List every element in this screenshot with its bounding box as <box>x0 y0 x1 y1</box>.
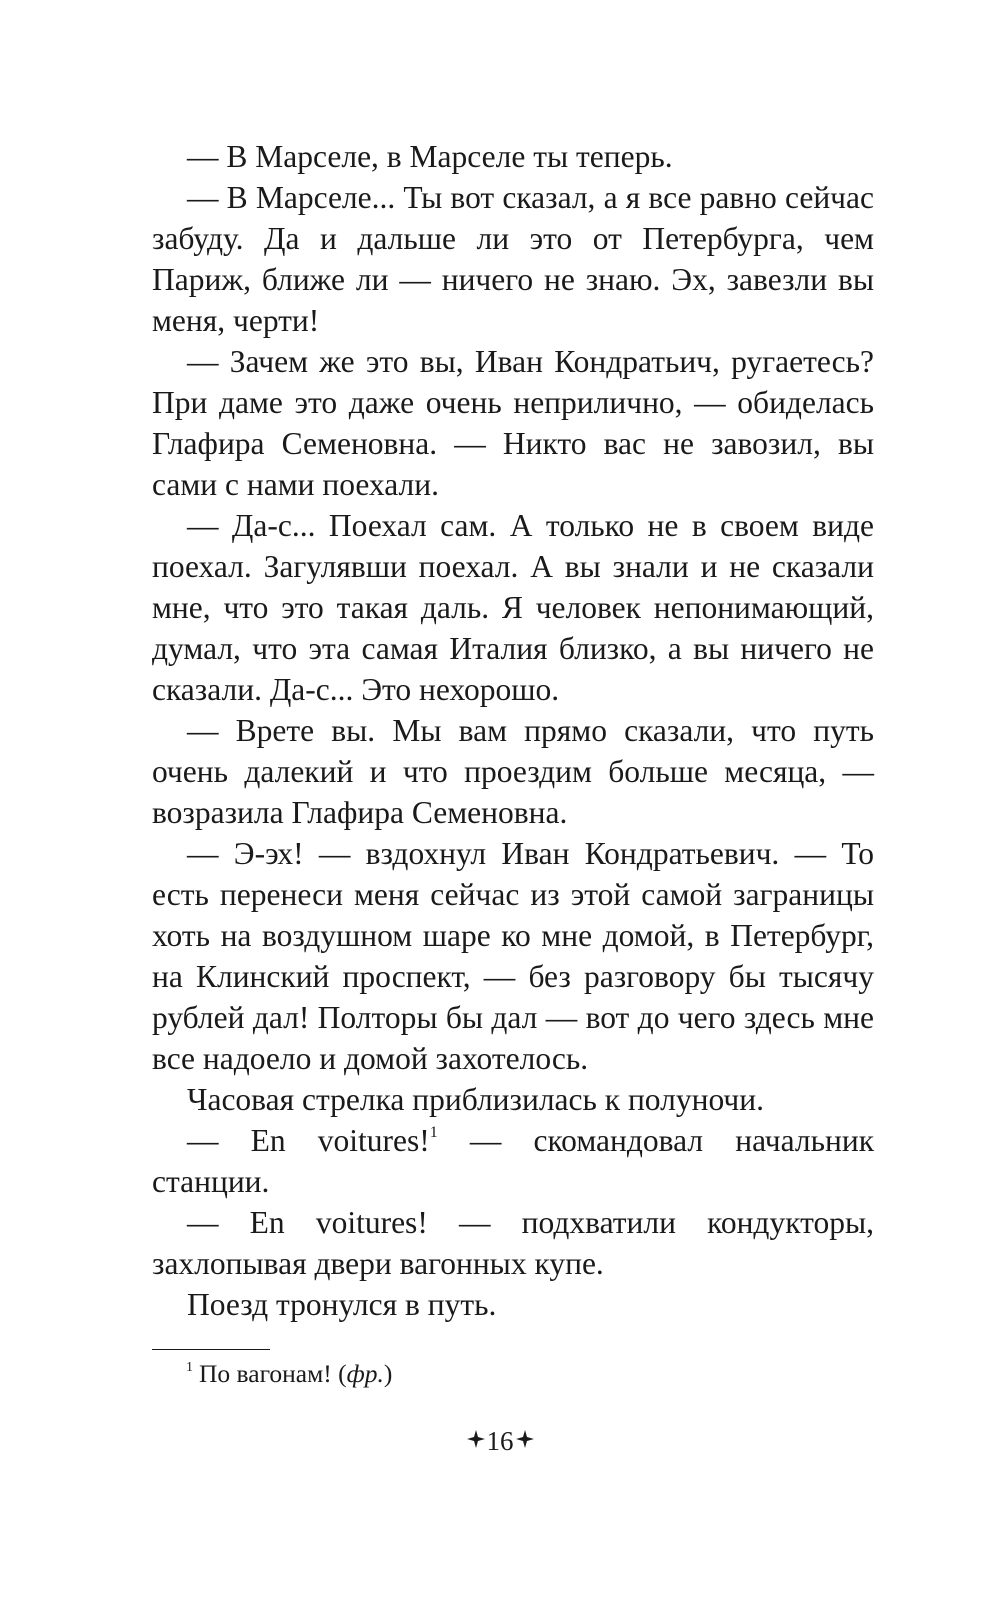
footnote-divider <box>152 1349 270 1350</box>
star-ornament-icon <box>467 1430 485 1448</box>
footnote-text: По вагонам! ( <box>199 1359 347 1388</box>
footnote-language: фр. <box>346 1359 384 1388</box>
footnote-close: ) <box>383 1359 393 1388</box>
paragraph: — Э-эх! — вздохнул Иван Кондратьевич. — То есть перенеси меня сейчас из этой самой заграницы хоть на воздушном шаре ко мне домой, в Петербург, на Клинский проспект, — без разговору бы тысячу рублей дал! Полторы бы дал — вот до чего здесь мне все надоело и домой захотелось. <box>152 836 874 1076</box>
paragraph: Поезд тронулся в путь. <box>187 1287 497 1322</box>
paragraph: — В Марселе... Ты вот сказал, а я все равно сейчас забуду. Да и дальше ли это от Петербурга, чем Париж, ближе ли — ничего не знаю. Эх, завезли вы меня, черти! <box>152 180 874 338</box>
page-number-block <box>0 1414 1000 1465</box>
star-ornament-icon <box>516 1430 534 1448</box>
paragraph: Часовая стрелка приблизилась к полуночи. <box>187 1082 764 1117</box>
paragraph: — En voitures! — подхватили кондукторы, захлопывая двери вагонных купе. <box>152 1205 874 1281</box>
footnote-reference: 1 <box>429 1124 438 1141</box>
paragraph: — Зачем же это вы, Иван Кондратьич, ругаетесь? При даме это даже очень неприлично, — обиделась Глафира Семеновна. — Никто вас не завозил, вы сами с нами поехали. <box>152 344 874 502</box>
footnote-mark: 1 <box>186 1360 193 1375</box>
main-text <box>152 136 874 1325</box>
paragraph: — Врете вы. Мы вам прямо сказали, что путь очень далекий и что проездим больше месяца, — возразила Глафира Семеновна. <box>152 713 874 830</box>
paragraph-text: — En voitures! <box>187 1123 430 1158</box>
footnote <box>186 1356 392 1392</box>
paragraph-with-footnote <box>152 1120 874 1202</box>
paragraph: — Да-с... Поехал сам. А только не в своем виде поехал. Загулявши поехал. А вы знали и не сказали мне, что это такая даль. Я человек непонимающий, думал, что эта самая Италия близко, а вы ничего не сказали. Да-с... Это нехорошо. <box>152 508 874 707</box>
paragraph-text: — скомандовал начальник станции. <box>152 1123 875 1199</box>
page-number: 16 <box>486 1425 514 1456</box>
paragraph: — В Марселе, в Марселе ты теперь. <box>187 139 673 174</box>
